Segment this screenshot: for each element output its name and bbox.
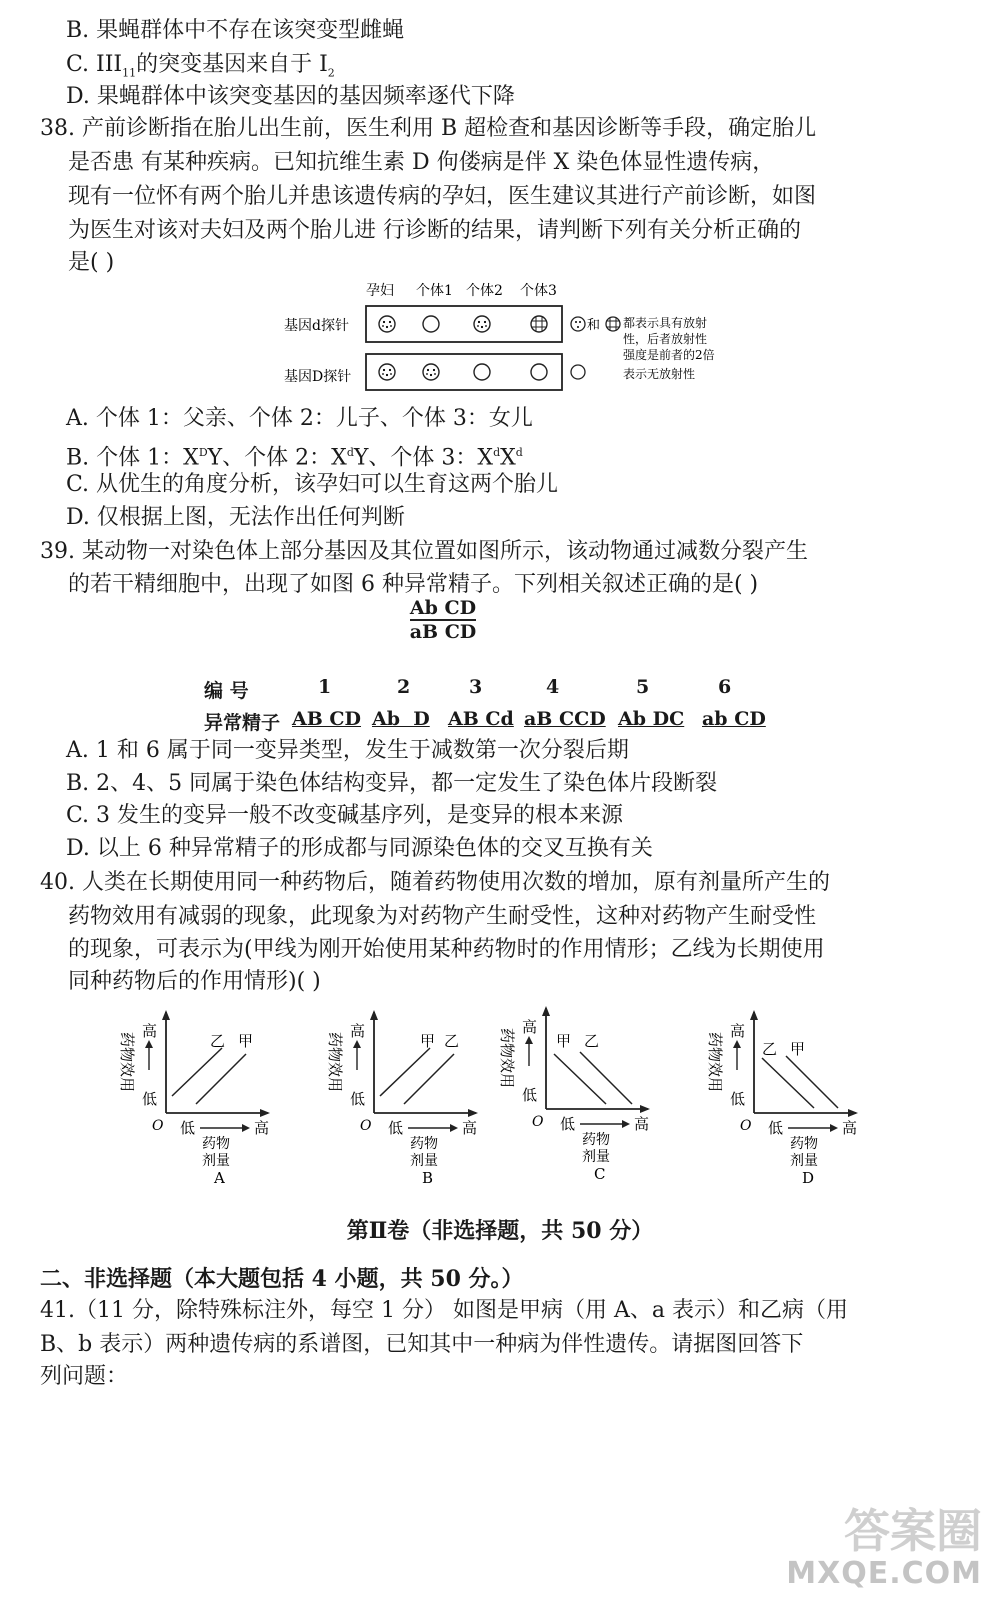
q39-option-d: D. 以上 6 种异常精子的形成都与同源染色体的交叉互换有关	[66, 836, 653, 861]
sperm-number: 2	[397, 676, 411, 698]
probe-diagram	[280, 278, 750, 398]
q40-stem-line: 同种药物后的作用情形)( )	[68, 969, 321, 994]
q41-stem-line: B、b 表示）两种遗传病的系谱图，已知其中一种病为伴性遗传。请据图回答下	[40, 1332, 804, 1357]
empty-circle-icon	[474, 364, 490, 380]
line-label: 乙	[584, 1032, 600, 1050]
sperm-genotype: Ab D	[372, 708, 430, 730]
line-jia	[554, 1054, 606, 1104]
sperm-genotype: AB CD	[292, 708, 362, 730]
line-label: 甲	[238, 1032, 254, 1050]
legend-and: 和	[587, 318, 601, 333]
sperm-genotype-row	[0, 708, 1000, 736]
x-low: 低	[560, 1115, 576, 1133]
dotted-circle-icon	[379, 364, 395, 380]
q39-stem-line: 39. 某动物一对染色体上部分基因及其位置如图所示，该动物通过减数分裂产生	[40, 539, 808, 564]
q40-stem-line: 药物效用有减弱的现象，此现象为对药物产生耐受性，这种对药物产生耐受性	[68, 904, 817, 929]
x-low: 低	[768, 1119, 784, 1137]
q38-stem-line: 现有一位怀有两个胎儿并患该遗传病的孕妇，医生建议其进行产前诊断，如图	[68, 184, 817, 209]
q37-option-d: D. 果蝇群体中该突变基因的基因频率逐代下降	[66, 84, 515, 109]
y-high: 高	[142, 1022, 158, 1040]
x-label: 药物	[202, 1136, 230, 1152]
sperm-number-row	[0, 676, 1000, 704]
dotted-circle-icon	[379, 316, 395, 332]
line-label: 乙	[210, 1032, 226, 1050]
q39-option-a: A. 1 和 6 属于同一变异类型，发生于减数第一次分裂后期	[66, 738, 629, 763]
q39-option-b: B. 2、4、5 同属于染色体结构变异，都一定发生了染色体片段断裂	[66, 771, 718, 796]
y-axis-label: 药物效用	[706, 1032, 724, 1093]
line-yi	[172, 1048, 222, 1096]
row-label-D: 基因D探针	[284, 369, 352, 385]
dotted-circle-icon	[423, 364, 439, 380]
y-high: 高	[730, 1022, 746, 1040]
line-jia	[196, 1054, 246, 1104]
y-low: 低	[142, 1090, 158, 1108]
q38-stem-line: 38. 产前诊断指在胎儿出生前，医生利用 B 超检查和基因诊断等手段，确定胎儿	[40, 116, 817, 141]
legend-text: 表示无放射性	[623, 367, 696, 381]
legend-text: 强度是前者的2倍	[623, 348, 715, 362]
chromosome-bottom: aB CD	[409, 621, 477, 643]
x-label: 剂量	[790, 1153, 818, 1169]
line-label: 甲	[790, 1040, 806, 1058]
y-axis-label: 药物效用	[326, 1032, 344, 1093]
x-low: 低	[180, 1119, 196, 1137]
origin-label: O	[152, 1118, 164, 1134]
origin-label: O	[360, 1118, 372, 1134]
chromosome-top: Ab CD	[409, 597, 477, 619]
legend-text: 性，后者放射性	[623, 332, 708, 346]
section-heading: 二、非选择题（本大题包括 4 小题，共 50 分。）	[40, 1266, 524, 1292]
graph-b	[316, 1008, 496, 1186]
y-high: 高	[350, 1022, 366, 1040]
part-two-title: 第Ⅱ卷（非选择题，共 50 分）	[346, 1218, 654, 1244]
graph-label: A	[214, 1169, 225, 1186]
origin-label: O	[532, 1114, 544, 1130]
line-yi	[762, 1058, 814, 1108]
graph-label: D	[802, 1169, 815, 1186]
sperm-genotype: ab CD	[702, 708, 766, 730]
line-jia	[380, 1048, 430, 1096]
sperm-genotype: Ab DC	[618, 708, 685, 730]
line-yi	[580, 1052, 632, 1104]
q38-stem-line: 为医生对该对夫妇及两个胎儿进 行诊断的结果，请判断下列有关分析正确的	[68, 218, 801, 243]
y-low: 低	[522, 1086, 538, 1104]
sperm-number: 5	[636, 676, 650, 698]
x-high: 高	[842, 1119, 858, 1137]
graph-label: C	[594, 1165, 606, 1182]
graph-a	[108, 1008, 288, 1186]
x-high: 高	[462, 1119, 478, 1137]
sperm-number: 1	[318, 676, 332, 698]
q38-option-a: A. 个体 1：父亲、个体 2：儿子、个体 3：女儿	[66, 406, 533, 431]
x-label: 药物	[582, 1132, 610, 1148]
line-jia	[786, 1056, 838, 1108]
x-label: 剂量	[410, 1153, 438, 1169]
q37-option-b: B. 果蝇群体中不存在该突变型雌蝇	[66, 18, 405, 43]
y-low: 低	[350, 1090, 366, 1108]
graph-c	[488, 1004, 668, 1182]
sperm-number: 3	[469, 676, 483, 698]
graph-label: B	[422, 1169, 434, 1186]
watermark-logo	[786, 1506, 982, 1591]
row-label-d: 基因d探针	[284, 318, 349, 334]
sperm-number: 6	[718, 676, 732, 698]
empty-circle-icon	[531, 364, 547, 380]
line-label: 乙	[762, 1040, 778, 1058]
q38-stem-line: 是( )	[68, 250, 115, 275]
number-label: 编 号	[204, 680, 249, 702]
col-label: 个体2	[466, 283, 503, 299]
line-label: 乙	[444, 1032, 460, 1050]
q38-option-b: B. 个体 1：$X^DY$、个体 2：$X^dY$、个体 3：$X^dX^d$	[66, 445, 523, 471]
grid-circle-icon	[531, 316, 547, 332]
q39-option-c: C. 3 发生的变异一般不改变碱基序列，是变异的根本来源	[66, 803, 624, 828]
y-low: 低	[730, 1090, 746, 1108]
col-label: 个体1	[416, 283, 453, 299]
q40-stem-line: 的现象，可表示为(甲线为刚开始使用某种药物时的作用情形；乙线为长期使用	[68, 937, 825, 962]
line-yi	[404, 1054, 454, 1104]
q38-stem-line: 是否患 有某种疾病。已知抗维生素 D 佝偻病是伴 X 染色体显性遗传病，	[68, 150, 775, 175]
sperm-number: 4	[546, 676, 560, 698]
x-label: 剂量	[202, 1153, 230, 1169]
q39-stem-line: 的若干精细胞中，出现了如图 6 种异常精子。下列相关叙述正确的是( )	[68, 572, 759, 597]
legend-text: 都表示具有放射	[623, 316, 708, 330]
line-label: 甲	[556, 1032, 572, 1050]
x-label: 剂量	[582, 1149, 610, 1165]
q38-option-d: D. 仅根据上图，无法作出任何判断	[66, 505, 405, 530]
watermark-url: MXQE.COM	[786, 1556, 982, 1591]
sperm-genotype: AB Cd	[448, 708, 514, 730]
q41-stem-line: 列问题：	[40, 1364, 129, 1389]
y-axis-label: 药物效用	[498, 1028, 516, 1089]
x-high: 高	[634, 1115, 650, 1133]
dotted-circle-icon	[474, 316, 490, 332]
q37-option-c: C. $III_{11}$的突变基因来自于 $I_2$	[66, 52, 335, 80]
chromosome-pair	[408, 597, 478, 643]
q40-stem-line: 40. 人类在长期使用同一种药物后，随着药物使用次数的增加，原有剂量所产生的	[40, 870, 830, 895]
watermark-text: 答案圈	[844, 1504, 982, 1558]
legend-grid-circle-icon	[606, 317, 620, 331]
x-label: 药物	[410, 1136, 438, 1152]
x-high: 高	[254, 1119, 270, 1137]
x-label: 药物	[790, 1136, 818, 1152]
col-label: 孕妇	[366, 283, 394, 299]
col-label: 个体3	[520, 283, 557, 299]
line-label: 甲	[420, 1032, 436, 1050]
empty-circle-icon	[423, 316, 439, 332]
q38-option-c: C. 从优生的角度分析，该孕妇可以生育这两个胎儿	[66, 472, 559, 497]
graph-d	[696, 1008, 876, 1186]
legend-dotted-circle-icon	[571, 317, 585, 331]
origin-label: O	[740, 1118, 752, 1134]
sperm-genotype: aB CCD	[524, 708, 606, 730]
sperm-label: 异常精子	[204, 712, 281, 734]
y-high: 高	[522, 1018, 538, 1036]
y-axis-label: 药物效用	[118, 1032, 136, 1093]
x-low: 低	[388, 1119, 404, 1137]
legend-empty-circle-icon	[571, 365, 585, 379]
q41-stem-line: 41.（11 分，除特殊标注外，每空 1 分） 如图是甲病（用 A、a 表示）和乙病（用	[40, 1298, 848, 1323]
